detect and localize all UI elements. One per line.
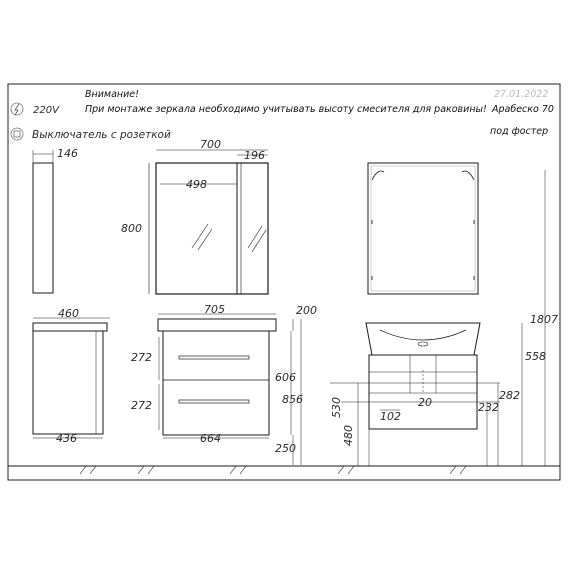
cabinet-width-label: 705 xyxy=(204,303,225,316)
model-note: под фостер xyxy=(490,126,549,137)
dim-530-label: 530 xyxy=(330,397,343,418)
dim-20-label: 20 xyxy=(418,396,432,409)
body-height-label: 606 xyxy=(275,371,296,384)
mirror-glass-width-label: 498 xyxy=(186,178,207,191)
sink-height-label: 200 xyxy=(296,304,317,317)
floor-line xyxy=(8,466,560,474)
mirror-height-label: 800 xyxy=(121,222,142,235)
dim-282-label: 282 xyxy=(499,389,520,402)
cabinet-bottom-depth-label: 436 xyxy=(56,432,77,445)
model-name: Арабеско 70 xyxy=(492,104,554,115)
power-label: 220V xyxy=(33,105,59,116)
wall-view xyxy=(330,163,545,466)
mirror-front-view xyxy=(149,150,268,294)
mirror-width-label: 700 xyxy=(200,138,221,151)
drawing-date: 27.01.2022 xyxy=(494,89,549,100)
warning-title: Внимание! xyxy=(85,89,139,100)
dim-232-label: 232 xyxy=(478,401,499,414)
switch-label: Выключатель с розеткой xyxy=(32,129,171,141)
switch-socket-icon xyxy=(11,128,23,140)
cabinet-side-view xyxy=(33,318,110,438)
total-height-label: 856 xyxy=(282,393,303,406)
dim-102-label: 102 xyxy=(380,410,401,423)
inner-width-label: 664 xyxy=(200,432,221,445)
dim-558-label: 558 xyxy=(525,350,546,363)
mirror-depth-label: 146 xyxy=(57,147,78,160)
bottom-drawer-height-label: 272 xyxy=(131,399,152,412)
lightning-icon xyxy=(11,103,23,115)
cabinet-top-depth-label: 460 xyxy=(58,307,79,320)
warning-text: При монтаже зеркала необходимо учитывать высоту смесителя для раковины! xyxy=(85,104,487,115)
leg-height-label: 250 xyxy=(275,442,296,455)
mirror-side-view xyxy=(33,150,53,293)
overall-height-label: 1807 xyxy=(530,313,558,326)
top-drawer-height-label: 272 xyxy=(131,351,152,364)
door-width-label: 196 xyxy=(244,149,265,162)
dim-480-label: 480 xyxy=(342,425,355,446)
